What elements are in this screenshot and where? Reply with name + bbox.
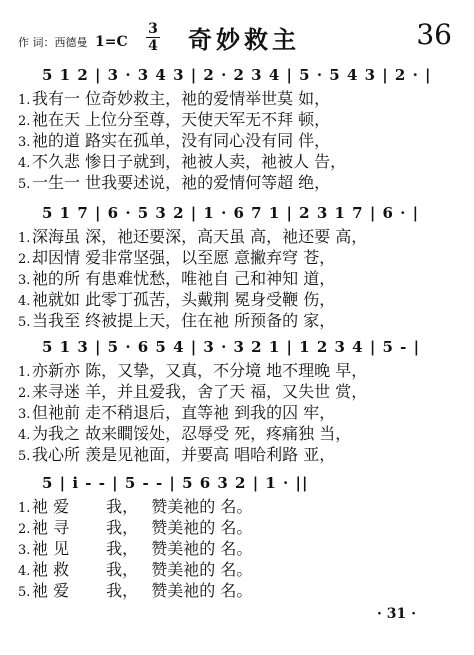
key-signature: 1=C — [95, 34, 128, 50]
lyric-text: 深海虽 深，祂还要深，高天虽 高，祂还要 高， — [32, 227, 368, 246]
verse-number: 4. — [18, 156, 31, 171]
lyric-text: 却因情 爱非常坚强，以至愿 意撇弃穹 苍， — [32, 248, 336, 267]
verse-line — [18, 444, 456, 465]
lyricist-label: 作 词：西德曼 — [18, 36, 88, 49]
verse-line — [18, 247, 456, 268]
lyric-text: 亦新亦 陈，又挚，又真，不分境 地不理晚 早， — [32, 361, 368, 380]
verse-line — [18, 381, 456, 402]
verse-line — [18, 130, 456, 151]
hymn-title: 奇妙救主 — [188, 26, 300, 54]
lyric-text: 但祂前 走不稍退后，直等祂 到我的囚 牢， — [32, 403, 336, 422]
verse-number: 1. — [18, 365, 31, 380]
verse-number: 1. — [18, 231, 31, 246]
verse-number: 5. — [18, 585, 31, 600]
lyric-text: 祂 见 我， 赞美祂的 名。 — [32, 539, 253, 558]
verse-number: 4. — [18, 428, 31, 443]
lyric-text: 祂 寻 我， 赞美祂的 名。 — [32, 518, 253, 537]
lyric-text: 祂 爱 我， 赞美祂的 名。 — [32, 497, 253, 516]
verse-line — [18, 517, 456, 538]
lyric-text: 祂就如 此零丁孤苦，头戴荆 冕身受鞭 伤， — [32, 290, 336, 309]
lyric-text: 祂的所 有患难忧愁，唯祂自 己和神知 道， — [32, 269, 336, 288]
lyric-text: 不久悲 惨日子就到，祂被人卖，祂被人 告， — [32, 152, 347, 171]
lyric-text: 来寻迷 羊，并且爱我，舍了天 福，又失世 赏， — [32, 382, 368, 401]
music-system-3 — [18, 334, 456, 465]
verse-number: 3. — [18, 273, 31, 288]
notation-line: 5 1 2 | 3 · 3 4 3 | 2 · 2 3 4 | 5 · 5 4 3 | 2 · | — [42, 66, 432, 84]
time-signature-bottom: 4 — [148, 38, 158, 54]
music-system-2 — [18, 200, 456, 331]
verse-line — [18, 496, 456, 517]
time-signature-top: 3 — [148, 21, 158, 37]
music-system-1 — [18, 62, 456, 193]
lyric-text: 祂在天 上位分至尊，天使天军无不拜 顿， — [32, 110, 331, 129]
verse-line — [18, 172, 456, 193]
verse-number: 3. — [18, 135, 31, 150]
verse-line — [18, 109, 456, 130]
verse-number: 3. — [18, 407, 31, 422]
page-number: · 31 · — [377, 606, 416, 622]
verse-number: 1. — [18, 501, 31, 516]
verse-number: 5. — [18, 177, 31, 192]
lyric-text: 我心所 羡是见祂面，并要高 唱哈利路 亚， — [32, 445, 336, 464]
verse-line — [18, 360, 456, 381]
verse-line — [18, 151, 456, 172]
verse-line — [18, 289, 456, 310]
lyric-text: 为我之 故来瞷馁处，忍辱受 死，疼痛独 当， — [32, 424, 352, 443]
verse-line — [18, 538, 456, 559]
hymn-number: 36 — [416, 18, 452, 51]
time-signature — [146, 22, 160, 53]
verse-number: 1. — [18, 93, 31, 108]
lyric-text: 我有一 位奇妙救主，祂的爱情举世莫 如， — [32, 89, 331, 108]
verse-line — [18, 310, 456, 331]
verse-number: 4. — [18, 294, 31, 309]
lyric-text: 祂 爱 我， 赞美祂的 名。 — [32, 581, 253, 600]
verse-number: 4. — [18, 564, 31, 579]
verse-number: 2. — [18, 522, 31, 537]
verse-number: 5. — [18, 315, 31, 330]
verse-number: 3. — [18, 543, 31, 558]
verse-line — [18, 88, 456, 109]
verse-line — [18, 268, 456, 289]
verse-number: 2. — [18, 252, 31, 267]
lyric-text: 当我至 终被提上天，住在祂 所预备的 家， — [32, 311, 336, 330]
verse-number: 2. — [18, 114, 31, 129]
lyric-text: 一生一 世我要述说，祂的爱情何等超 绝， — [32, 173, 331, 192]
verse-line — [18, 559, 456, 580]
lyric-text: 祂 救 我， 赞美祂的 名。 — [32, 560, 253, 579]
lyricist-and-key — [18, 34, 128, 50]
verse-line — [18, 423, 456, 444]
music-system-4 — [18, 470, 456, 601]
lyric-text: 祂的道 路实在孤单，没有同心没有同 伴， — [32, 131, 331, 150]
verse-number: 5. — [18, 449, 31, 464]
notation-line: 5 | i - - | 5 - - | 5 6 3 2 | 1 · || — [42, 474, 309, 492]
verse-number: 2. — [18, 386, 31, 401]
notation-line: 5 1 7 | 6 · 5 3 2 | 1 · 6 7 1 | 2 3 1 7 | 6 · | — [42, 204, 420, 222]
verse-line — [18, 402, 456, 423]
hymn-header — [18, 18, 456, 58]
notation-line: 5 1 3 | 5 · 6 5 4 | 3 · 3 2 1 | 1 2 3 4 | 5 - | — [42, 338, 421, 356]
verse-line — [18, 226, 456, 247]
verse-line — [18, 580, 456, 601]
